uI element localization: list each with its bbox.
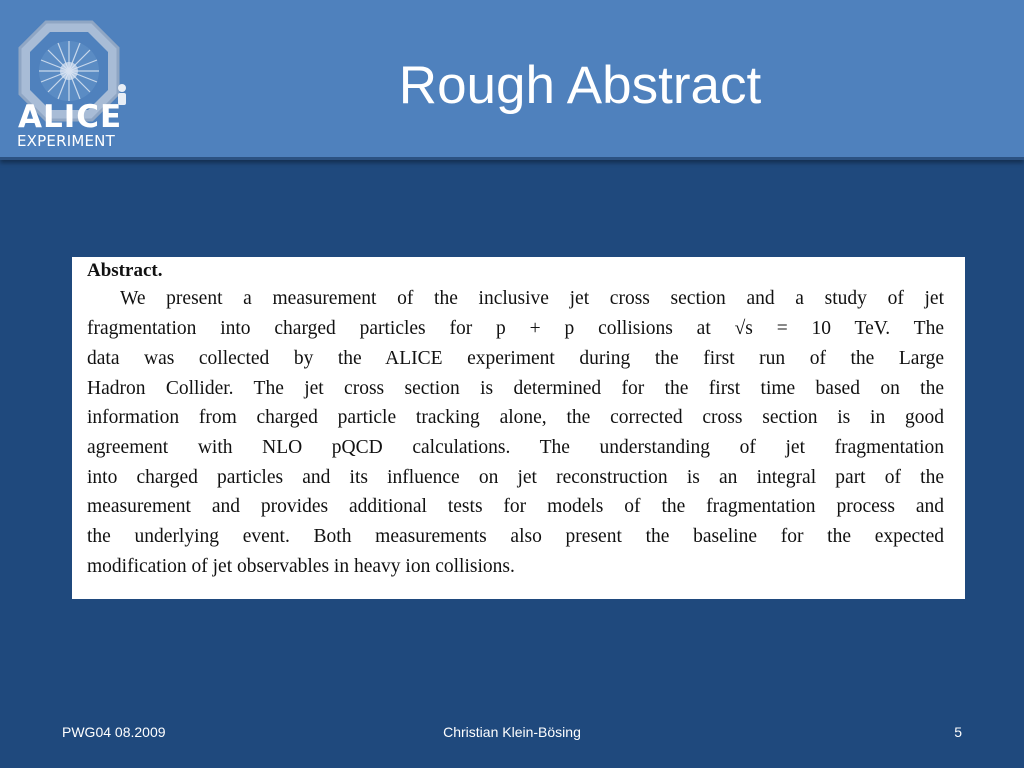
abstract-line: We present a measurement of the inclusive jet cross section and a study of jet: [120, 288, 944, 309]
abstract-panel: [72, 257, 965, 599]
alice-logo: [14, 18, 136, 152]
abstract-line: agreement with NLO pQCD calculations. The understanding of jet fragmentation: [87, 437, 944, 458]
slide-number: 5: [954, 724, 962, 740]
abstract-line: measurement and provides additional tests for models of the fragmentation process and: [87, 496, 944, 517]
footer-date: PWG04 08.2009: [62, 724, 166, 740]
abstract-line: information from charged particle tracking alone, the corrected cross section is in good: [87, 407, 944, 428]
abstract-line: data was collected by the ALICE experiment during the first run of the Large: [87, 348, 944, 369]
abstract-line: modification of jet observables in heavy ion collisions.: [87, 556, 515, 577]
abstract-line: the underlying event. Both measurements also present the baseline for the expected: [87, 526, 944, 547]
logo-wordmark: ALICE: [18, 99, 123, 135]
logo-subtitle: EXPERIMENT: [17, 132, 115, 150]
abstract-heading: Abstract.: [87, 260, 163, 281]
abstract-line: Hadron Collider. The jet cross section is determined for the first time based on the: [87, 378, 944, 399]
slide-title: Rough Abstract: [398, 56, 762, 115]
abstract-line: into charged particles and its influence on jet reconstruction is an integral part of the: [87, 467, 944, 488]
title-bar: [0, 0, 1024, 160]
abstract-line: fragmentation into charged particles for p + p collisions at √s = 10 TeV. The: [87, 318, 944, 339]
footer-author: Christian Klein-Bösing: [443, 724, 581, 740]
